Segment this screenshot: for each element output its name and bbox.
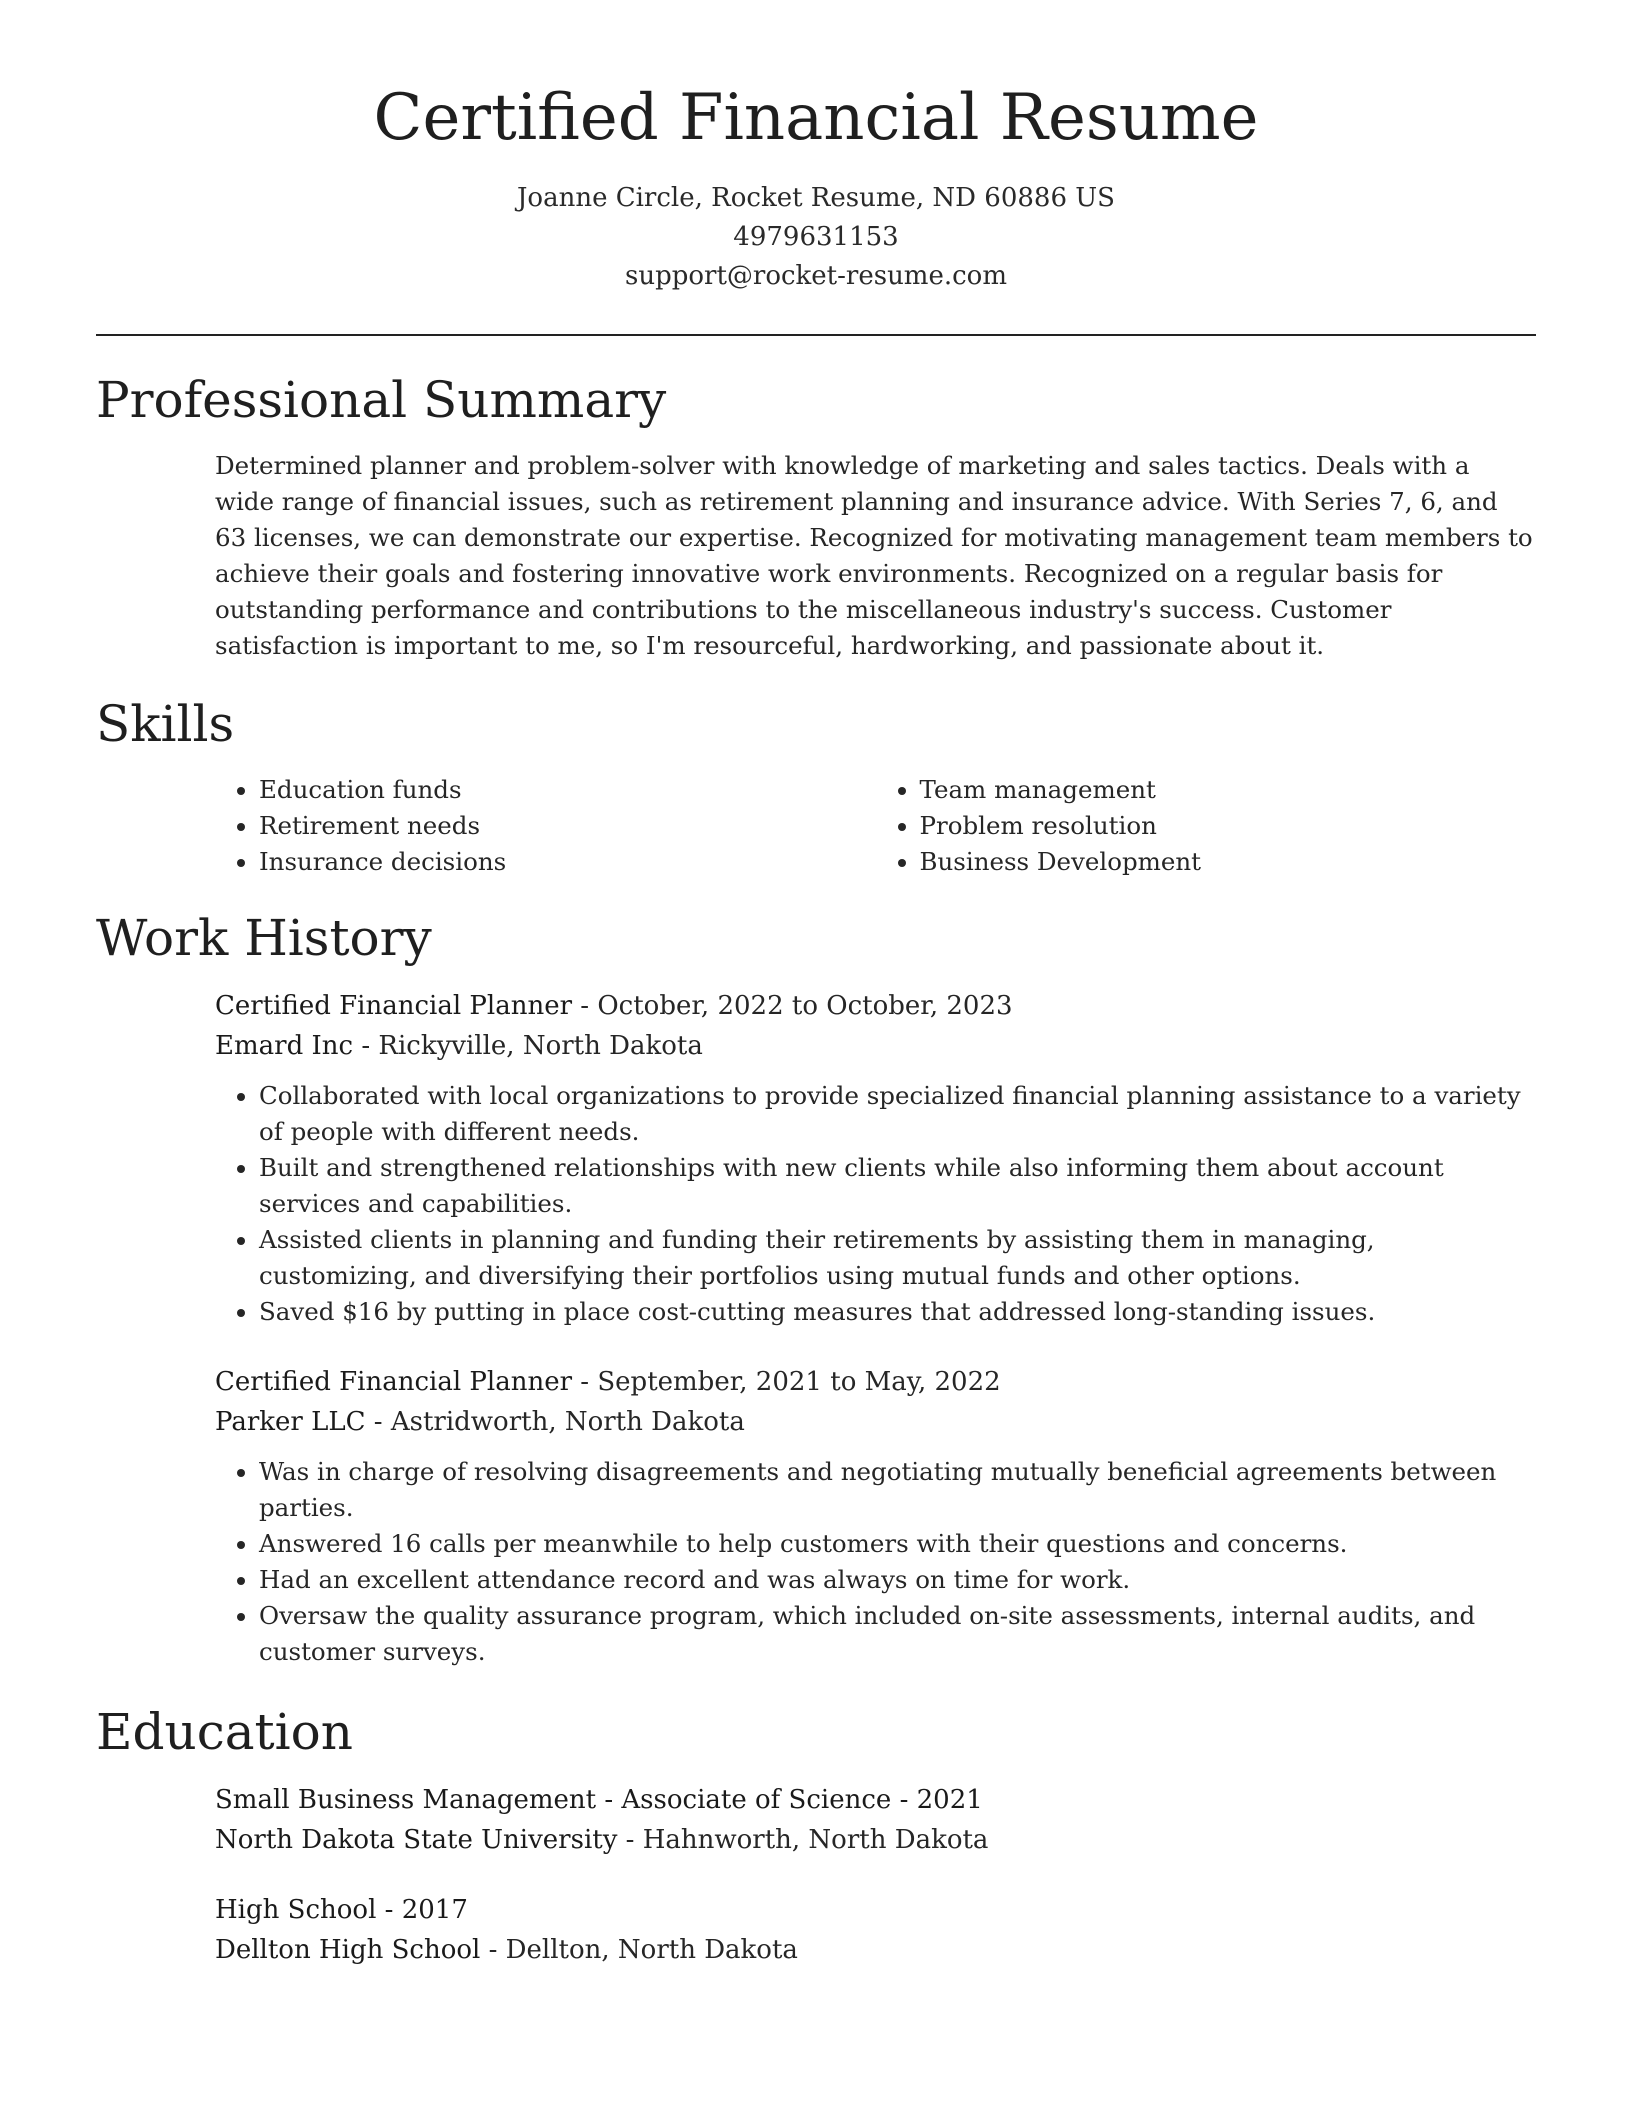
education-school-line [215, 1820, 1536, 1860]
contact-email: support@rocket-resume.com [624, 260, 1007, 291]
skills-column-right [876, 772, 1537, 880]
job-location: - Rickyville, North Dakota [353, 1030, 703, 1061]
education-school: North Dakota State University [215, 1824, 618, 1855]
skill-item: • Business Development [920, 844, 1537, 880]
education-location: - Dellton, North Dakota [480, 1934, 798, 1965]
education-entry [215, 1780, 1536, 1860]
skill-item: • Insurance decisions [259, 844, 876, 880]
job-role: Certified Financial Planner [215, 1366, 573, 1397]
skill-item: • Retirement needs [259, 808, 876, 844]
job-location: - Astridworth, North Dakota [365, 1406, 745, 1437]
job-bullet: • Assisted clients in planning and funding their retirements by assisting them in managing, customizing, and diversifying their portfolios using mutual funds and other options. [259, 1222, 1536, 1294]
job-bullets [215, 1078, 1536, 1330]
skills-grid [215, 772, 1536, 880]
education-degree: High School - 2017 [215, 1894, 468, 1925]
education-section [96, 1702, 1536, 1970]
skills-section [96, 694, 1536, 880]
summary-section [96, 370, 1536, 664]
job-bullet: • Had an excellent attendance record and was always on time for work. [259, 1562, 1536, 1598]
job-bullet: • Answered 16 calls per meanwhile to help customers with their questions and concerns. [259, 1526, 1536, 1562]
work-history-section [96, 908, 1536, 1670]
job-company: Parker LLC [215, 1406, 366, 1437]
skills-heading: Skills [96, 694, 235, 753]
resume-header [96, 80, 1536, 296]
job-entry [215, 986, 1536, 1330]
job-dates: - September, 2021 to May, 2022 [572, 1366, 1001, 1397]
job-bullet: • Collaborated with local organizations to provide specialized financial planning assistance to a variety of people with different needs. [259, 1078, 1536, 1150]
job-title-line [215, 1362, 1536, 1402]
resume-title: Certified Financial Resume [373, 81, 1259, 155]
education-location: - Hahnworth, North Dakota [617, 1824, 989, 1855]
job-company-line [215, 1402, 1536, 1442]
job-company: Emard Inc [215, 1030, 354, 1061]
header-divider [96, 334, 1536, 336]
job-bullet: • Was in charge of resolving disagreements and negotiating mutually beneficial agreements between parties. [259, 1454, 1536, 1526]
work-history-heading: Work History [96, 908, 432, 967]
education-entry [215, 1890, 1536, 1970]
skill-item: • Problem resolution [920, 808, 1537, 844]
job-company-line [215, 1026, 1536, 1066]
job-title-line [215, 986, 1536, 1026]
job-bullet: • Built and strengthened relationships with new clients while also informing them about account services and capabilities. [259, 1150, 1536, 1222]
summary-heading: Professional Summary [96, 370, 667, 429]
skills-column-left [215, 772, 876, 880]
job-bullet: • Oversaw the quality assurance program, which included on-site assessments, internal audits, and customer surveys. [259, 1598, 1536, 1670]
education-school: Dellton High School [215, 1934, 481, 1965]
skill-item: • Education funds [259, 772, 876, 808]
job-bullet: • Saved $16 by putting in place cost-cutting measures that addressed long-standing issues. [259, 1294, 1536, 1330]
summary-text: Determined planner and problem-solver with knowledge of marketing and sales tactics. Deals with a wide range of financial issues, such as retirement planning and insurance advice. With Series 7, 6, and 63 licenses, we can demonstrate our expertise. Recognized for motivating management team members to achieve their goals and fostering innovative work environments. Recognized on a regular basis for outstanding performance and contributions to the miscellaneous industry's success. Customer satisfaction is important to me, so I'm resourceful, hardworking, and passionate about it. [215, 450, 1533, 660]
job-entry [215, 1362, 1536, 1670]
education-degree: Small Business Management - Associate of Science - 2021 [215, 1784, 983, 1815]
contact-phone: 4979631153 [733, 221, 899, 252]
skill-item: • Team management [920, 772, 1537, 808]
job-dates: - October, 2022 to October, 2023 [572, 990, 1013, 1021]
job-role: Certified Financial Planner [215, 990, 573, 1021]
education-heading: Education [96, 1702, 353, 1761]
education-school-line [215, 1930, 1536, 1970]
job-bullets [215, 1454, 1536, 1670]
contact-address: Joanne Circle, Rocket Resume, ND 60886 US [517, 182, 1115, 213]
